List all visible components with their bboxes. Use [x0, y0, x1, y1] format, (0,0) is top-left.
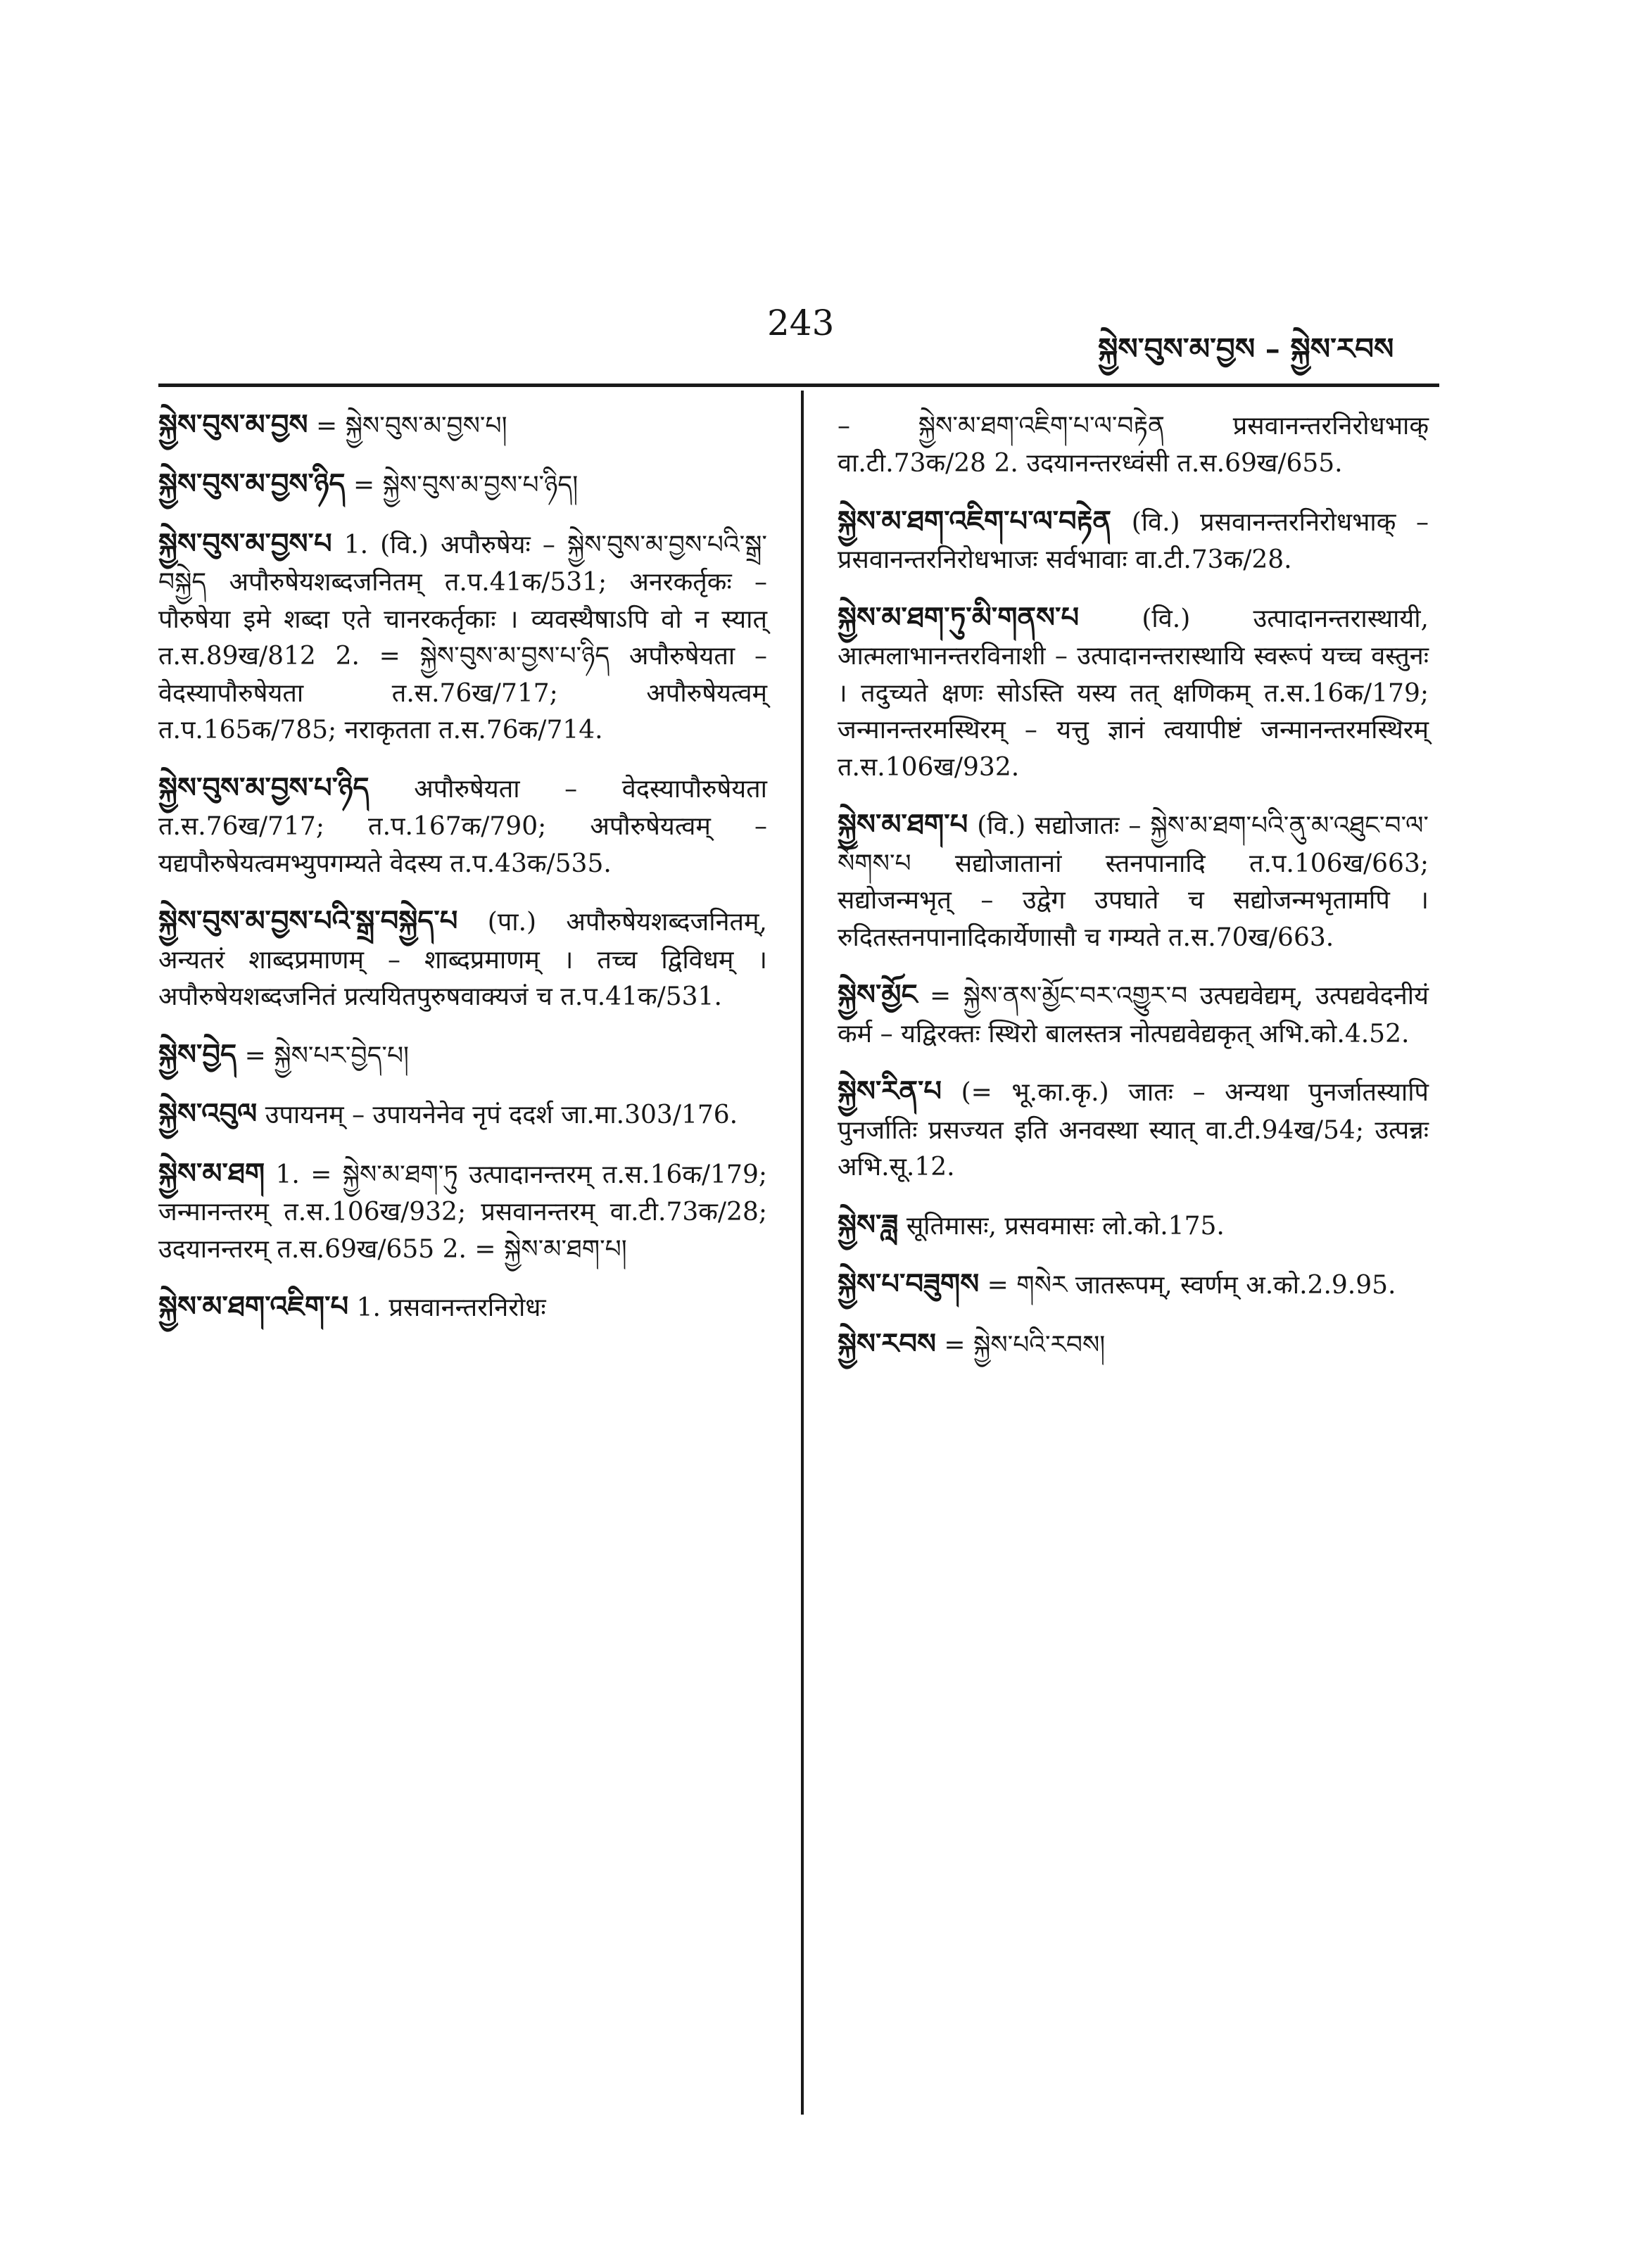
entry-text: 1. (वि.) अपौरुषेयः – སྐྱེས་བུས་མ་བྱས་པའི་སྒྲ་བསྐྱེད अपौरुषेयशब्दजनितम् त.प.41क/531; अनरकर्तृकः – पौरुषेया इमे शब्दा एते चानरकर्तृकाः । व्यवस्थैषाऽपि वो न स्यात् त.स.89ख/812 2. = སྐྱེས་བུས་མ་བྱས་པ་ཉིད अपौरुषेयता – वेदस्यापौरुषेयता त.स.76ख/717; अपौरुषेयत्वम् त.प.165क/785; नराकृतता त.स.76क/714.	[158, 530, 767, 745]
headword: སྐྱེས་མ་ཐག་ཏུ་མི་གནས་པ	[838, 600, 1080, 634]
entry-text: (वि.) प्रसवानन्तरनिरोधभाक् – प्रसवानन्तरनिरोधभाजः सर्वभावाः वा.टी.73क/28.	[838, 507, 1429, 575]
left-column	[158, 405, 767, 1346]
dictionary-entry	[158, 1094, 767, 1134]
dictionary-entry	[158, 405, 767, 445]
headword: སྐྱེས་མྱོང	[838, 978, 918, 1012]
entry-text: = སྐྱེས་པར་བྱེད་པ།	[244, 1041, 410, 1070]
headword: སྐྱེས་ཟླ	[838, 1208, 899, 1241]
dictionary-entry	[158, 1034, 767, 1075]
headword: སྐྱེས་འབུལ	[158, 1097, 258, 1131]
dictionary-entry	[838, 1264, 1429, 1305]
headword: སྐྱེས་མ་ཐག་འཇིག་པ	[158, 1290, 349, 1324]
entry-text: (= भू.का.कृ.) जातः – अन्यथा पुनर्जातस्यापि पुनर्जातिः प्रसज्यत इति अनवस्था स्यात् वा.टी.94ख/54; उत्पन्नः अभि.सू.12.	[838, 1078, 1429, 1182]
dictionary-entry	[158, 768, 767, 882]
headword: སྐྱེས་མ་ཐག	[158, 1156, 265, 1190]
running-head: སྐྱེས་བུས་མ་བྱས – སྐྱེས་རབས	[1098, 331, 1394, 366]
entry-text: = སྐྱེས་ནས་མྱོང་བར་འགྱུར་བ उत्पद्यवेद्यम्, उत्पद्यवेदनीयं कर्म – यद्विरक्तः स्थिरो बालस्तत्र नोत्पद्यवेद्यकृत् अभि.को.4.52.	[838, 982, 1429, 1049]
headword: སྐྱེས་བུས་མ་བྱས་པ་ཉིད	[158, 771, 369, 804]
entry-text: सूतिमासः, प्रसवमासः लो.को.175.	[906, 1211, 1225, 1241]
right-column	[838, 405, 1429, 1383]
dictionary-entry	[158, 901, 767, 1015]
dictionary-entry	[838, 975, 1429, 1053]
entry-text: (वि.) उत्पादानन्तरास्थायी, आत्मलाभानन्तरविनाशी – उत्पादानन्तरास्थायि स्वरूपं यच्च वस्तुनः । तदुच्यते क्षणः सोऽस्ति यस्य तत् क्षणिकम् त.स.16क/179; जन्मानन्तरमस्थिरम् – यत्तु ज्ञानं त्वयापीष्टं जन्मानन्तरमस्थिरम् त.स.106ख/932.	[838, 604, 1429, 782]
headword: སྐྱེས་པ་བཟུགས	[838, 1267, 980, 1301]
entry-text: उपायनम् – उपायनेनेव नृपं ददर्श जा.मा.303/176.	[265, 1101, 738, 1130]
dictionary-entry	[158, 1286, 767, 1327]
entry-text: = སྐྱེས་བུས་མ་བྱས་པ།	[316, 412, 507, 441]
headword: སྐྱེས་མ་ཐག་འཇིག་པ་ལ་བརྟེན	[838, 504, 1112, 538]
entry-text: – སྐྱེས་མ་ཐག་འཇིག་པ་ལ་བརྟེན प्रसवानन्तरनिरोधभाक् वा.टी.73क/28 2. उदयानन्तरध्वंसी त.स.69ख/655.	[838, 412, 1429, 479]
dictionary-entry	[838, 804, 1429, 956]
entry-text: (वि.) सद्योजातः – སྐྱེས་མ་ཐག་པའི་ནུ་མ་འཐུང་བ་ལ་སོགས་པ सद्योजातानां स्तनपानादि त.प.106ख/663; सद्योजन्मभृत् – उद्वेग उपघाते च सद्योजन्मभृतामपि । रुदितस्तनपानादिकार्येणासौ च गम्यते त.स.70ख/663.	[838, 811, 1429, 952]
header-rule	[158, 384, 1439, 387]
entry-text: अपौरुषेयता – वेदस्यापौरुषेयता त.स.76ख/717; त.प.167क/790; अपौरुषेयत्वम् – यद्यपौरुषेयत्वमभ्युपगम्यते वेदस्य त.प.43क/535.	[158, 774, 767, 878]
headword: སྐྱེས་བྱེད	[158, 1037, 237, 1071]
headword: སྐྱེས་བུས་མ་བྱས་པ	[158, 526, 332, 560]
entry-text: (पा.) अपौरुषेयशब्दजनितम्, अन्यतरं शाब्दप्रमाणम् – शाब्दप्रमाणम् । तच्च द्विविधम् । अपौरुषेयशब्दजनितं प्रत्ययितपुरुषवाक्यजं च त.प.41क/531.	[158, 908, 767, 1012]
dictionary-entry	[158, 1153, 767, 1268]
headword: སྐྱེས་རིན་པ	[838, 1075, 942, 1108]
page-number: 243	[767, 303, 835, 343]
entry-text: 1. प्रसवानन्तरनिरोधः	[356, 1293, 546, 1323]
headword: སྐྱེས་བུས་མ་བྱས་པའི་སྒྲ་བསྐྱེད་པ	[158, 904, 458, 938]
headword: སྐྱེས་མ་ཐག་པ	[838, 808, 968, 842]
entry-text: = སྐྱེས་བུས་མ་བྱས་པ་ཉིད།	[353, 471, 579, 500]
column-divider	[801, 391, 804, 2115]
dictionary-entry	[158, 464, 767, 505]
dictionary-entry	[158, 524, 767, 749]
headword: སྐྱེས་རབས	[838, 1326, 936, 1360]
dictionary-entry	[838, 1205, 1429, 1246]
dictionary-entry-continued	[838, 405, 1429, 483]
dictionary-entry	[838, 597, 1429, 787]
dictionary-entry	[838, 1324, 1429, 1364]
dictionary-entry	[838, 1071, 1429, 1186]
headword: སྐྱེས་བུས་མ་བྱས	[158, 408, 308, 441]
entry-text: = གསེར जातरूपम्, स्वर्णम् अ.को.2.9.95.	[987, 1271, 1396, 1300]
entry-text: 1. = སྐྱེས་མ་ཐག་ཏུ उत्पादानन्तरम् त.स.16क/179; जन्मानन्तरम् त.स.106ख/932; प्रसवानन्तरम् वा.टी.73क/28; उदयानन्तरम् त.स.69ख/655 2. = སྐྱེས་མ་ཐག་པ།	[158, 1160, 767, 1264]
dictionary-entry	[838, 501, 1429, 579]
headword: སྐྱེས་བུས་མ་བྱས་ཉིད	[158, 467, 346, 501]
entry-text: = སྐྱེས་པའི་རབས།	[944, 1330, 1106, 1360]
